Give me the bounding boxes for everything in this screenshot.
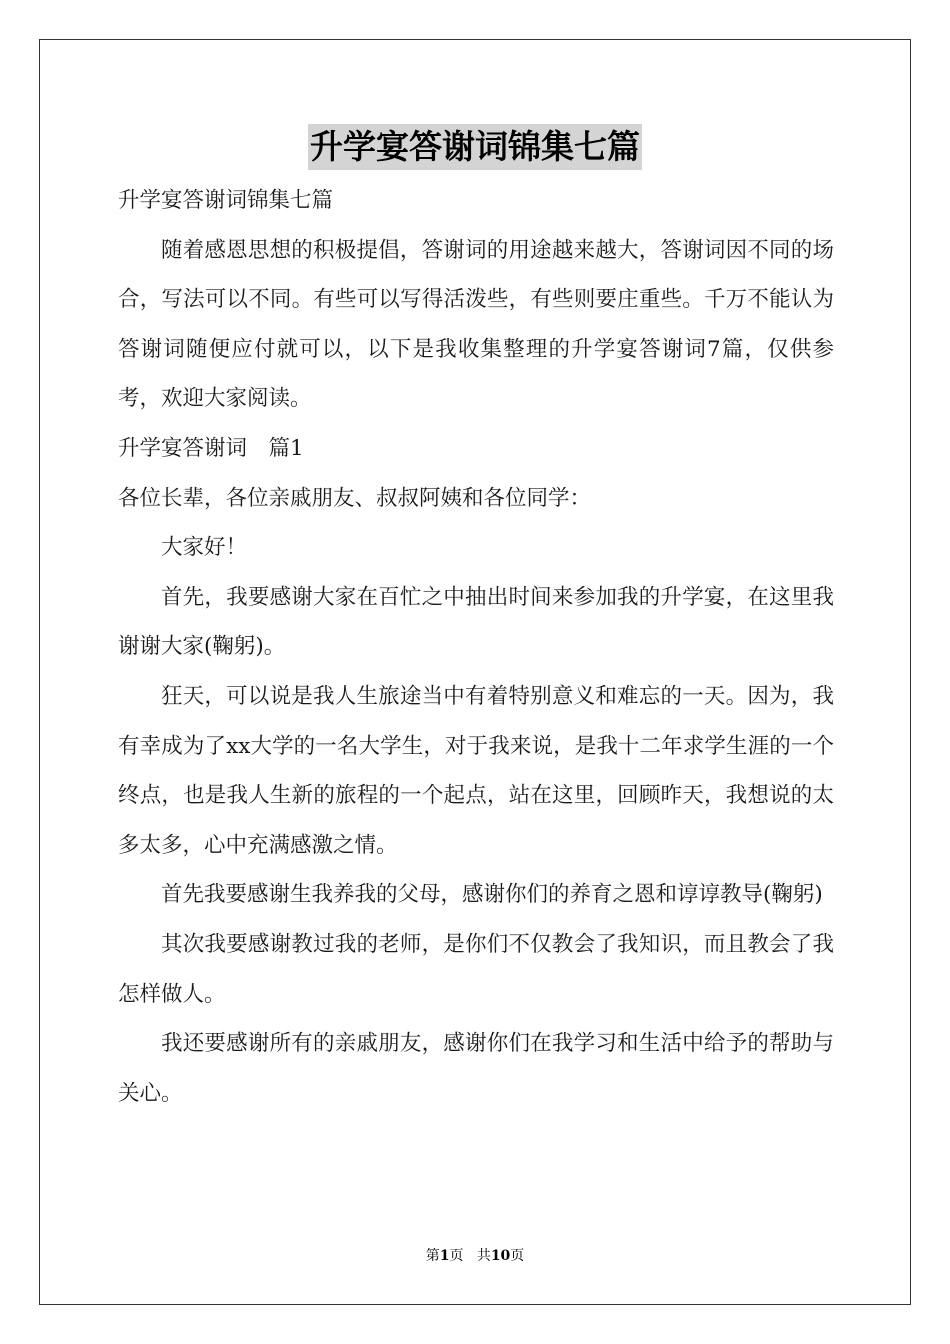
title-container xyxy=(0,124,950,170)
paragraph-6: 狂天，可以说是我人生旅途当中有着特别意义和难忘的一天。因为，我有幸成为了xx大学的一名大学生，对于我来说，是我十二年求学生涯的一个终点，也是我人生新的旅程的一个起点，站在这里，回顾昨天，我想说的太多太多，心中充满感激之情。 xyxy=(118,683,834,858)
paragraph-1: 随着感恩思想的积极提倡，答谢词的用途越来越大，答谢词因不同的场合，写法可以不同。有些可以写得活泼些，有些则要庄重些。千万不能认为答谢词随便应付就可以，以下是我收集整理的升学宴答谢词7篇，仅供参考，欢迎大家阅读。 xyxy=(118,237,834,412)
footer-page-prefix: 第 xyxy=(425,1248,440,1264)
paragraph-2: 升学宴答谢词 篇1 xyxy=(118,435,304,461)
paragraph-0: 升学宴答谢词锦集七篇 xyxy=(118,188,334,213)
footer-page-suffix: 页 xyxy=(449,1248,464,1264)
paragraph-5: 首先，我要感谢大家在百忙之中抽出时间来参加我的升学宴，在这里我谢谢大家(鞠躬)。 xyxy=(118,584,834,660)
paragraph-4: 大家好！ xyxy=(161,535,248,561)
document-title: 升学宴答谢词锦集七篇 xyxy=(308,124,642,170)
paragraph-3: 各位长辈，各位亲戚朋友、叔叔阿姨和各位同学： xyxy=(118,485,592,511)
footer-total-suffix: 页 xyxy=(510,1248,525,1264)
page-footer xyxy=(0,1245,950,1265)
paragraph-7: 首先我要感谢生我养我的父母，感谢你们的养育之恩和谆谆教导(鞠躬) xyxy=(161,882,823,908)
footer-total-prefix: 共 xyxy=(476,1248,491,1264)
document-body xyxy=(118,176,834,1118)
footer-total-pages: 10 xyxy=(490,1248,511,1264)
paragraph-9: 我还要感谢所有的亲戚朋友，感谢你们在我学习和生活中给予的帮助与关心。 xyxy=(118,1031,834,1106)
footer-page-number: 1 xyxy=(439,1248,450,1264)
paragraph-8: 其次我要感谢教过我的老师，是你们不仅教会了我知识，而且教会了我怎样做人。 xyxy=(118,931,834,1007)
